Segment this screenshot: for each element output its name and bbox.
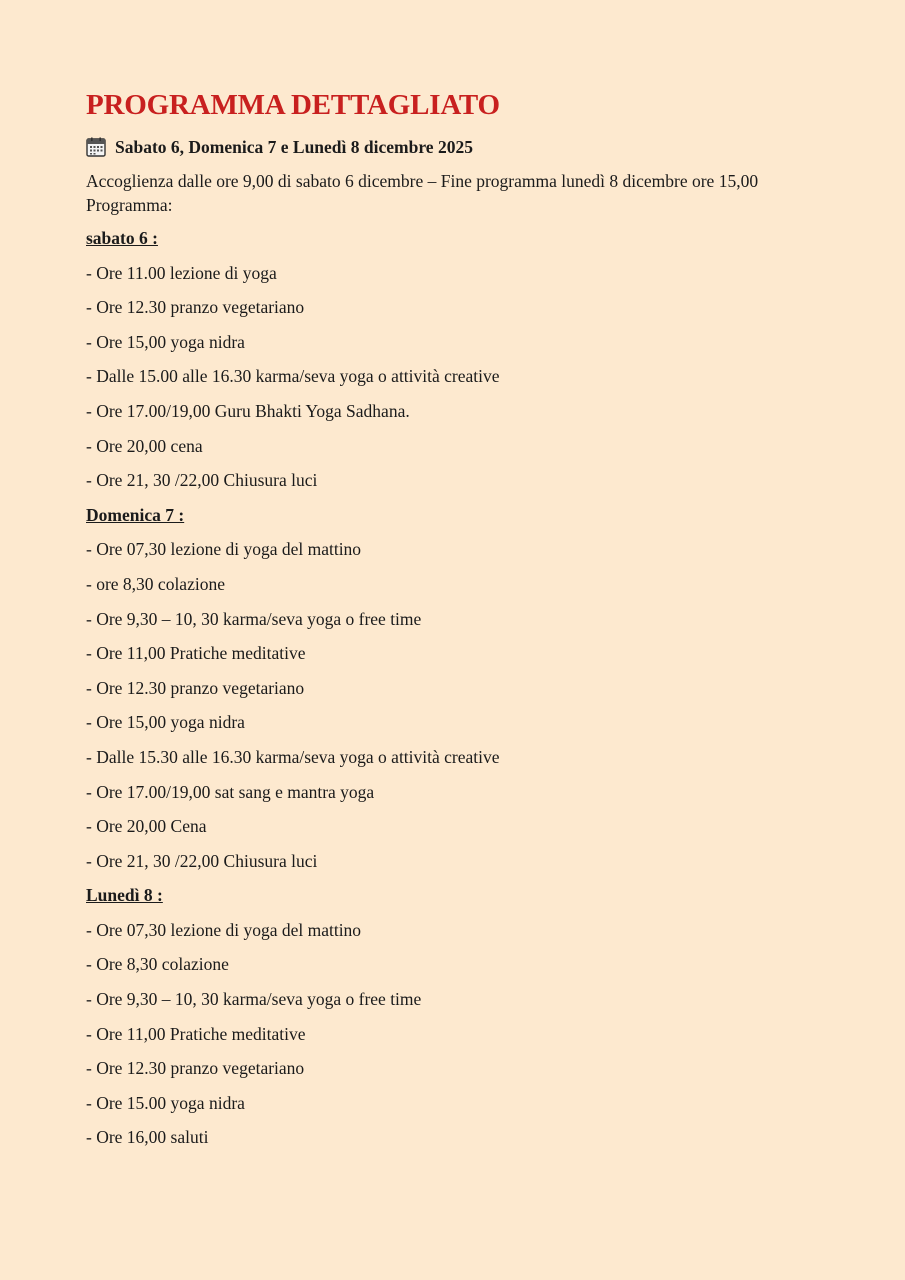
list-item: - Ore 20,00 Cena	[86, 816, 207, 837]
welcome-line: Accoglienza dalle ore 9,00 di sabato 6 dicembre – Fine programma lunedì 8 dicembre ore 15,00	[86, 171, 759, 191]
list-item: - Ore 12.30 pranzo vegetariano	[86, 677, 305, 698]
list-item: - Ore 15,00 yoga nidra	[86, 331, 245, 352]
programma-label: Programma:	[86, 195, 173, 215]
event-dates-text: Sabato 6, Domenica 7 e Lunedì 8 dicembre 2025	[115, 136, 473, 157]
document-page	[86, 86, 846, 1155]
list-item: - Ore 21, 30 /22,00 Chiusura luci	[86, 850, 318, 871]
calendar-icon	[86, 137, 106, 157]
list-item: - Ore 17.00/19,00 Guru Bhakti Yoga Sadhana.	[86, 400, 410, 421]
event-dates	[86, 133, 846, 161]
list-item: - Ore 8,30 colazione	[86, 954, 229, 975]
list-item: - Ore 07,30 lezione di yoga del mattino	[86, 919, 362, 940]
section-sabato	[86, 221, 846, 498]
list-item: - Ore 11,00 Pratiche meditative	[86, 1023, 306, 1044]
list-item: - ore 8,30 colazione	[86, 573, 225, 594]
list-item: - Ore 15,00 yoga nidra	[86, 712, 245, 733]
list-item: - Ore 17.00/19,00 sat sang e mantra yoga	[86, 781, 375, 802]
section-domenica	[86, 498, 846, 879]
list-item: - Ore 07,30 lezione di yoga del mattino	[86, 539, 362, 560]
list-item: - Ore 12.30 pranzo vegetariano	[86, 1058, 305, 1079]
section-lunedi	[86, 878, 846, 1155]
list-item: - Ore 20,00 cena	[86, 435, 203, 456]
list-item: - Ore 9,30 – 10, 30 karma/seva yoga o free time	[86, 608, 422, 629]
list-item: - Ore 15.00 yoga nidra	[86, 1092, 245, 1113]
list-item: - Ore 16,00 saluti	[86, 1127, 209, 1148]
list-item: - Ore 9,30 – 10, 30 karma/seva yoga o free time	[86, 989, 422, 1010]
list-item: - Ore 11,00 Pratiche meditative	[86, 643, 306, 664]
list-item: - Dalle 15.00 alle 16.30 karma/seva yoga o attività creative	[86, 366, 500, 387]
section-title: Lunedì 8 :	[86, 885, 163, 906]
list-item: - Ore 12.30 pranzo vegetariano	[86, 297, 305, 318]
intro-paragraph	[86, 169, 846, 217]
page-title: PROGRAMMA DETTAGLIATO	[86, 89, 500, 121]
section-title: sabato 6 :	[86, 228, 158, 248]
list-item: - Ore 11.00 lezione di yoga	[86, 262, 277, 283]
section-title: Domenica 7 :	[86, 504, 185, 525]
list-item: - Ore 21, 30 /22,00 Chiusura luci	[86, 470, 318, 491]
list-item: - Dalle 15.30 alle 16.30 karma/seva yoga o attività creative	[86, 746, 500, 767]
